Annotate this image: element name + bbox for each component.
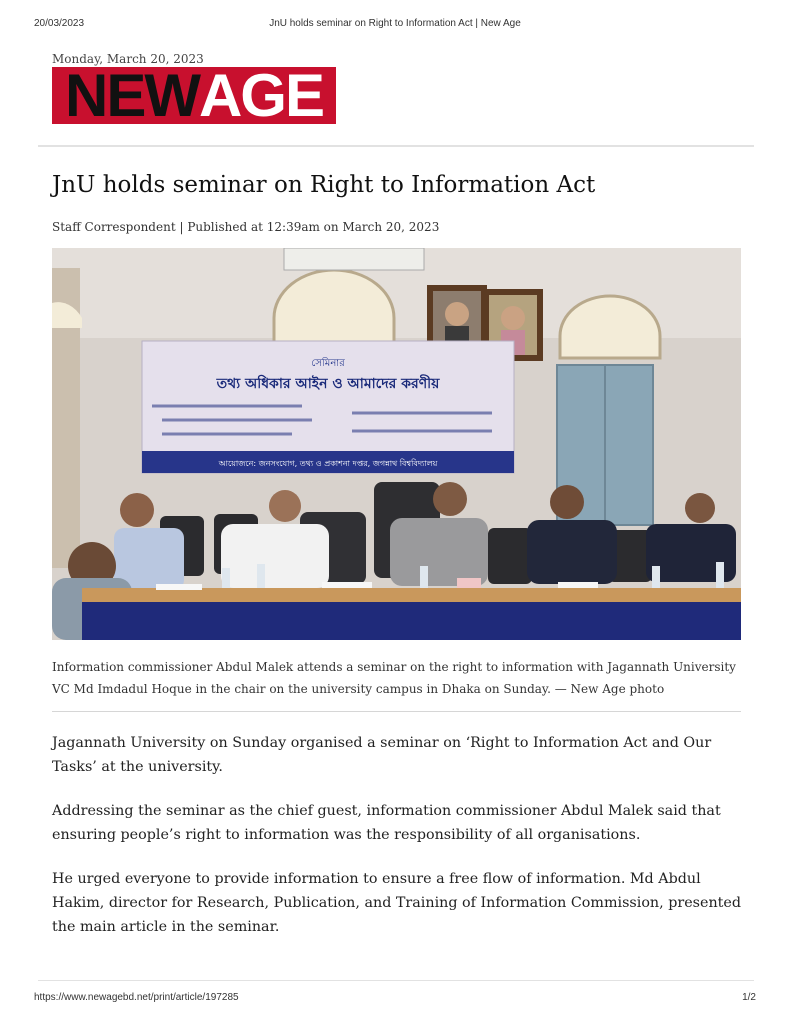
banner-line-2: তথ্য অধিকার আইন ও আমাদের করণীয় [216, 376, 440, 392]
banner-line-1: সেমিনার [311, 358, 345, 369]
photo-caption: Information commissioner Abdul Malek attends a seminar on the right to information with Jagannath University VC Md Imdadul Hoque in the chair on the university campus in Dhaka on Sunday. — New Age photo [52, 660, 736, 696]
article-headline: JnU holds seminar on Right to Information Act [52, 172, 596, 198]
dateline: Monday, March 20, 2023 [52, 52, 204, 66]
page-number: 1/2 [742, 992, 756, 1003]
article-byline: Staff Correspondent | Published at 12:39am on March 20, 2023 [52, 220, 440, 234]
banner-footer: আয়োজনে: জনসংযোগ, তথ্য ও প্রকাশনা দপ্তর, জগন্নাথ বিশ্ববিদ্যালয় [218, 459, 438, 468]
newage-logo[interactable] [52, 67, 336, 124]
logo-text-age: AGE [198, 67, 323, 124]
seminar-photo-illustration [52, 248, 741, 640]
caption-divider [52, 711, 741, 712]
print-page-title: JnU holds seminar on Right to Information Act | New Age [269, 18, 521, 29]
article-body [52, 731, 742, 959]
print-url[interactable]: https://www.newagebd.net/print/article/197285 [34, 992, 239, 1003]
article-photo [52, 248, 741, 640]
print-date: 20/03/2023 [34, 18, 85, 29]
footer-divider [38, 980, 754, 981]
header-divider [38, 145, 754, 147]
logo-text-new: NEW [64, 67, 199, 124]
article-paragraph: Addressing the seminar as the chief guest, information commissioner Abdul Malek said that ensuring people’s right to information was the responsibility of all organisations. [52, 803, 721, 843]
article-paragraph: He urged everyone to provide information to ensure a free flow of information. Md Abdul Hakim, director for Research, Publication, and Training of Information Commission, presented the main article in the seminar. [52, 871, 742, 935]
article-paragraph: Jagannath University on Sunday organised a seminar on ‘Right to Information Act and Our Tasks’ at the university. [52, 735, 712, 775]
